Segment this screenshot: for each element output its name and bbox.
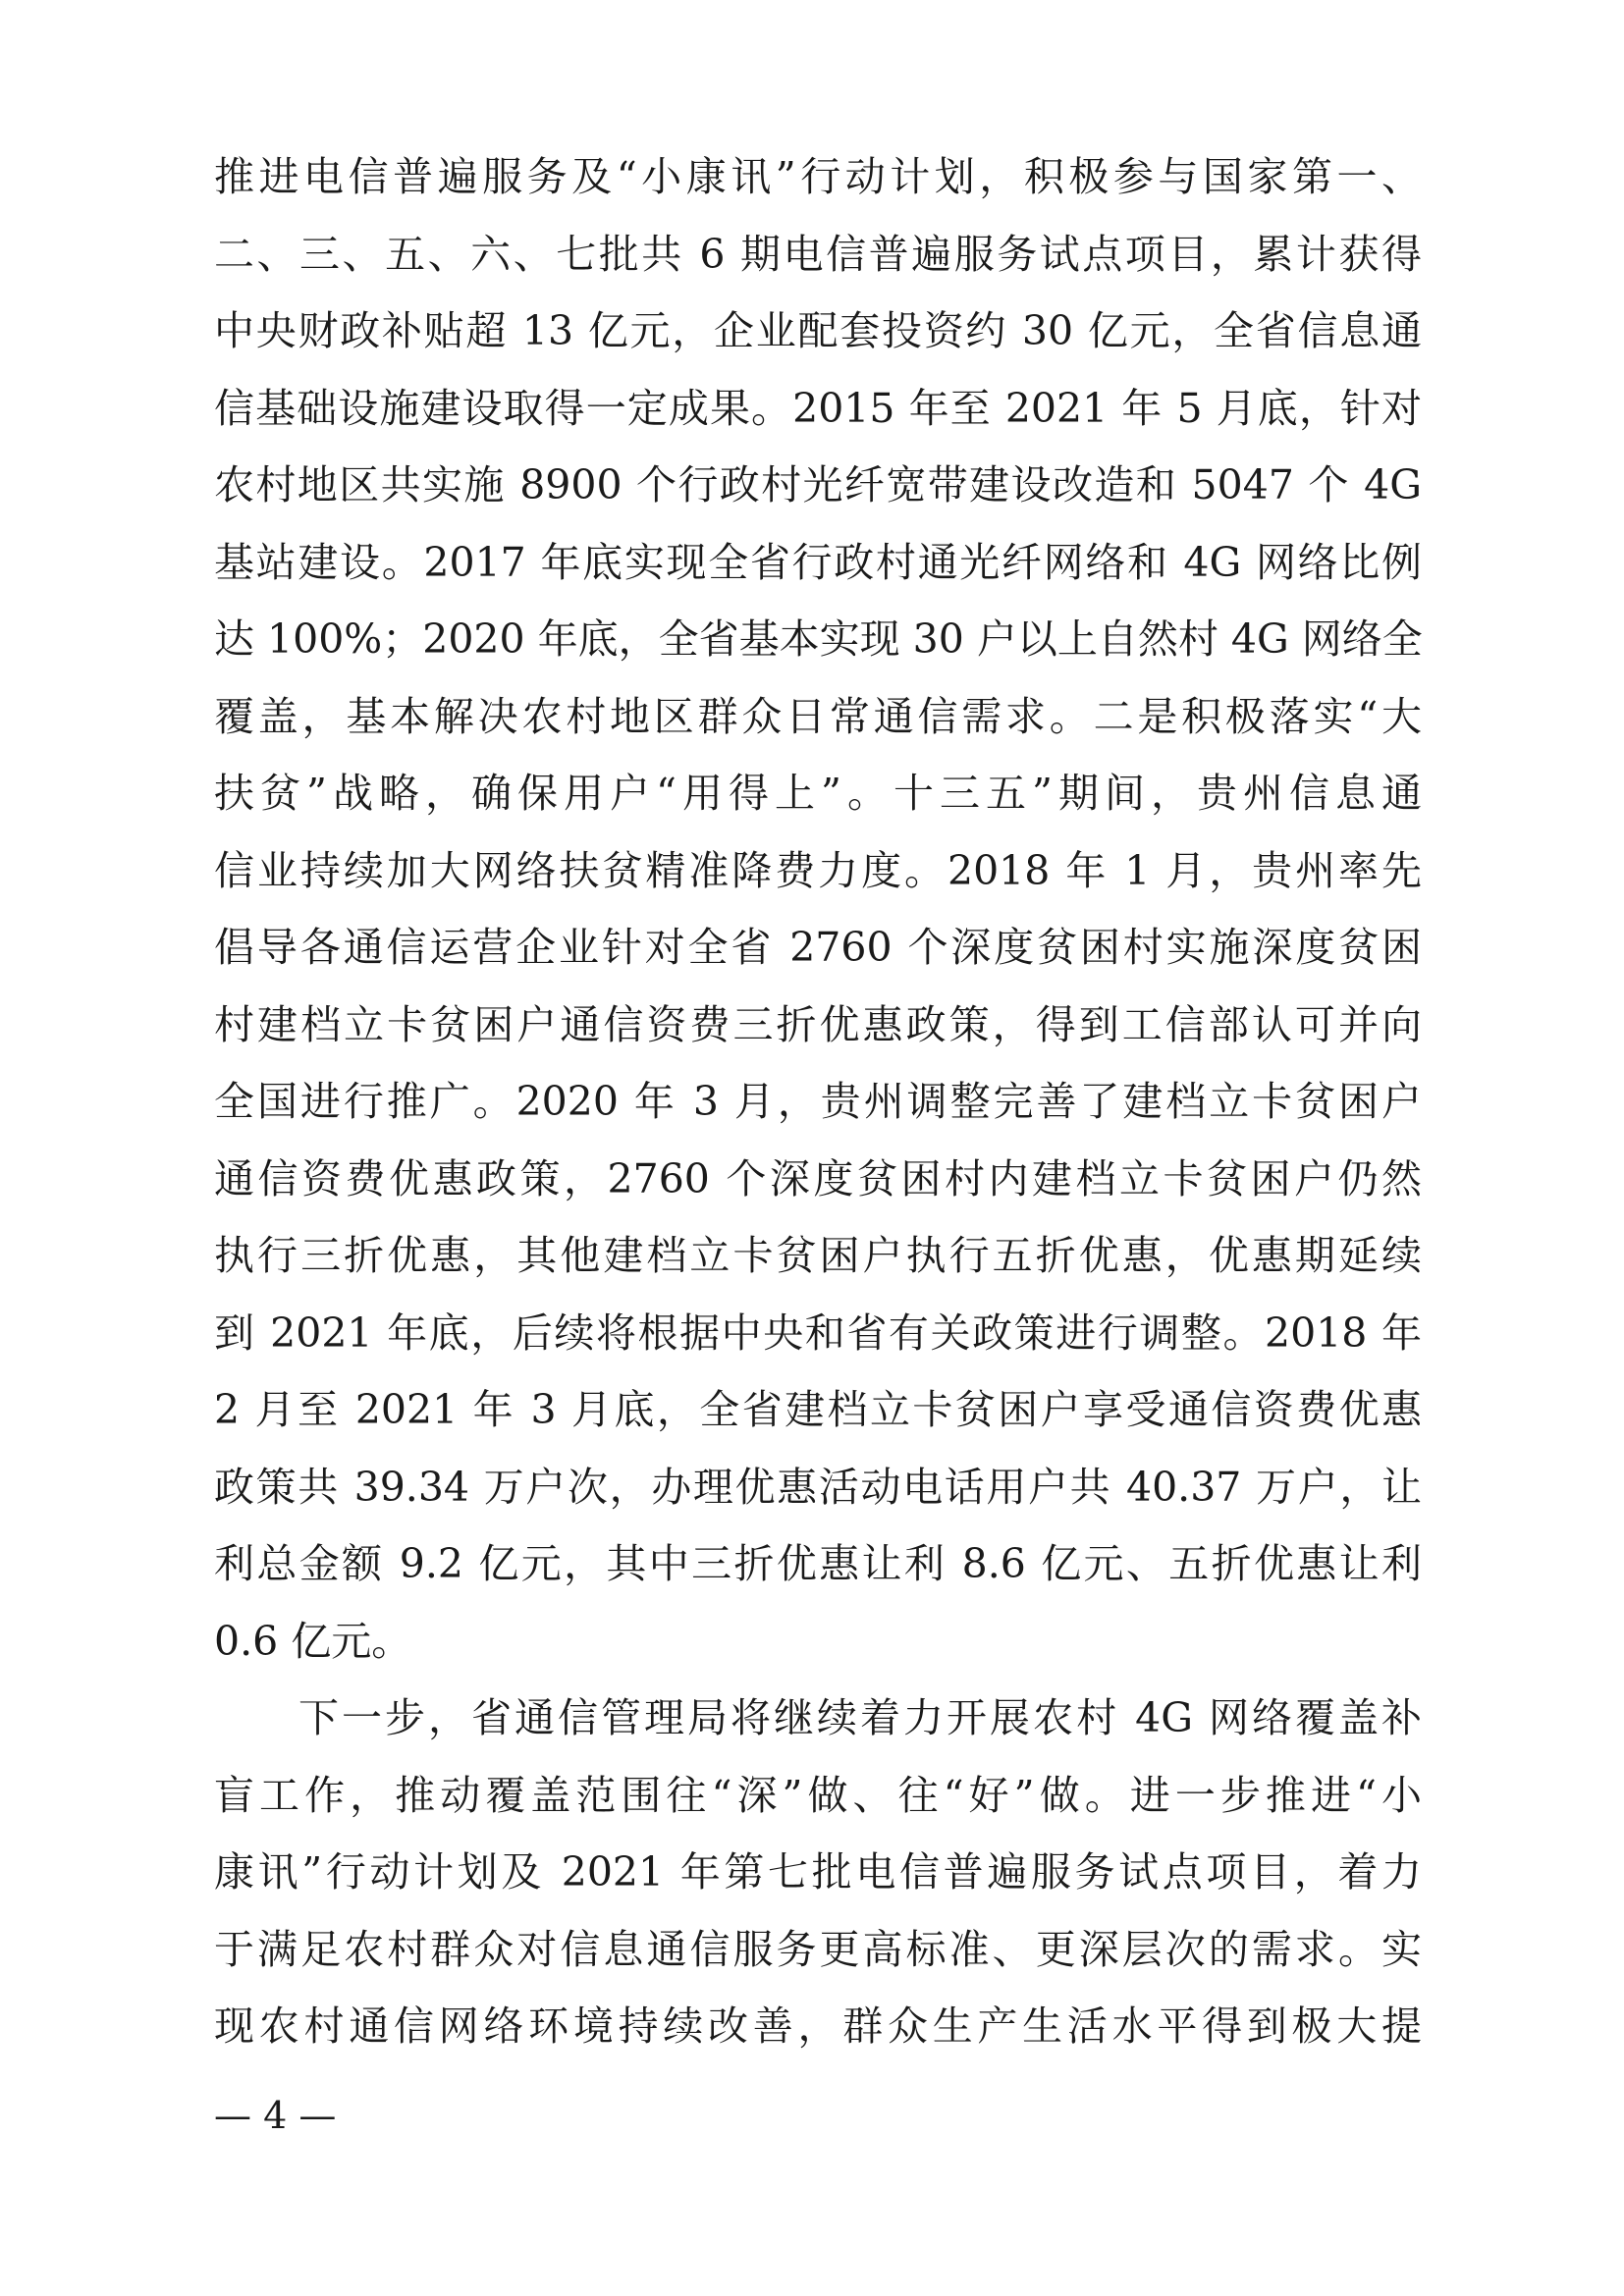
body-text-line: 中央财政补贴超 13 亿元，企业配套投资约 30 亿元，全省信息通 [214,307,1422,354]
body-text-line: 基站建设。2017 年底实现全省行政村通光纤网络和 4G 网络比例 [214,539,1422,586]
body-text-line: 现农村通信网络环境持续改善，群众生产生活水平得到极大提 [214,2002,1422,2050]
body-text-line: 达 100%；2020 年底，全省基本实现 30 户以上自然村 4G 网络全 [214,615,1423,663]
body-text-line: 通信资费优惠政策，2760 个深度贫困村内建档立卡贫困户仍然 [214,1155,1422,1202]
body-text-line: 推进电信普遍服务及“小康讯”行动计划，积极参与国家第一、 [214,153,1422,200]
body-text-line: 农村地区共实施 8900 个行政村光纤宽带建设改造和 5047 个 4G [214,461,1422,508]
body-text-line: 利总金额 9.2 亿元，其中三折优惠让利 8.6 亿元、五折优惠让利 [214,1540,1422,1587]
body-text-line: 扶贫”战略，确保用户“用得上”。十三五”期间，贵州信息通 [214,770,1422,817]
page-number: — 4 — [214,2094,337,2137]
body-text-line: 信基础设施建设取得一定成果。2015 年至 2021 年 5 月底，针对 [214,385,1422,432]
body-text-line: 到 2021 年底，后续将根据中央和省有关政策进行调整。2018 年 [214,1309,1422,1357]
body-text-line: 村建档立卡贫困户通信资费三折优惠政策，得到工信部认可并向 [214,1001,1422,1048]
body-text-line: 盲工作，推动覆盖范围往“深”做、往“好”做。进一步推进“小 [214,1772,1422,1819]
body-text-line: 覆盖，基本解决农村地区群众日常通信需求。二是积极落实“大 [214,693,1422,740]
body-text-line: 0.6 亿元。 [214,1618,412,1665]
paragraph-first-line: 下一步，省通信管理局将继续着力开展农村 4G 网络覆盖补 [298,1694,1422,1741]
body-text-line: 执行三折优惠，其他建档立卡贫困户执行五折优惠，优惠期延续 [214,1232,1422,1279]
body-text-line: 2 月至 2021 年 3 月底，全省建档立卡贫困户享受通信资费优惠 [214,1386,1422,1433]
body-text-line: 二、三、五、六、七批共 6 期电信普遍服务试点项目，累计获得 [214,231,1422,278]
body-text-line: 全国进行推广。2020 年 3 月，贵州调整完善了建档立卡贫困户 [214,1078,1422,1125]
body-text-line: 信业持续加大网络扶贫精准降费力度。2018 年 1 月，贵州率先 [214,847,1422,894]
body-text-line: 倡导各通信运营企业针对全省 2760 个深度贫困村实施深度贫困 [214,924,1422,971]
body-text-line: 政策共 39.34 万户次，办理优惠活动电话用户共 40.37 万户，让 [214,1464,1422,1511]
body-text-line: 于满足农村群众对信息通信服务更高标准、更深层次的需求。实 [214,1926,1422,1973]
body-text-line: 康讯”行动计划及 2021 年第七批电信普遍服务试点项目，着力 [214,1848,1422,1896]
